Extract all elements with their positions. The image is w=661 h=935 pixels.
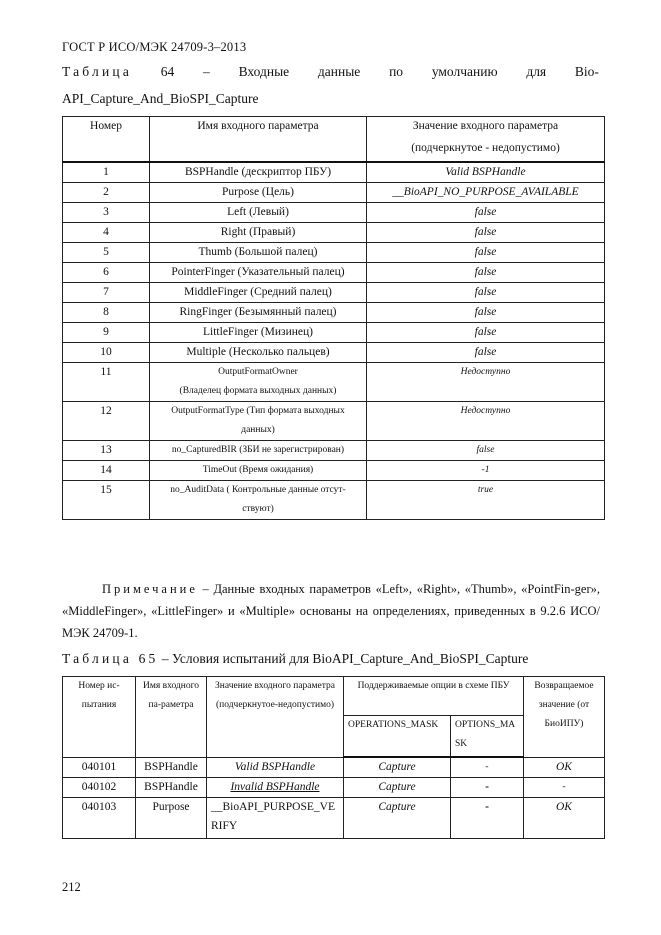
cell-number: 5 bbox=[63, 243, 150, 263]
cell-name: LittleFinger (Мизинец) bbox=[150, 323, 367, 343]
caption-word: данные bbox=[317, 64, 361, 79]
table-row bbox=[63, 283, 605, 303]
header-cell-options: Поддерживаемые опции в схеме ПБУ bbox=[344, 677, 524, 716]
cell-value: Недоступно bbox=[367, 402, 605, 441]
header-cell-options-mask: OPTIONS_MASK bbox=[451, 716, 524, 758]
note-text: – Данные входных параметров «Left», «Right», «Thumb», «PointFin-ger», «MiddleFinger», «LittleFinger» и «Multiple» основаны на определениях, приведенных в 9.2.6 ИСО/МЭК 24709-1. bbox=[62, 582, 600, 640]
cell-number: 1 bbox=[63, 162, 150, 183]
cell-operations: Capture bbox=[344, 778, 451, 798]
caption-word: Таблица bbox=[62, 64, 133, 79]
table-65 bbox=[62, 676, 605, 839]
cell-name: Thumb (Большой палец) bbox=[150, 243, 367, 263]
cell-name: Left (Левый) bbox=[150, 203, 367, 223]
header-value-line2: (подчеркнутое - недопустимо) bbox=[411, 142, 560, 154]
table-row bbox=[63, 778, 605, 798]
cell-value: false bbox=[367, 441, 605, 461]
cell-number: 11 bbox=[63, 363, 150, 402]
cell-number: 13 bbox=[63, 441, 150, 461]
cell-value: false bbox=[367, 223, 605, 243]
table-row bbox=[63, 798, 605, 839]
cell-name-line2: ствуют) bbox=[242, 504, 274, 514]
cell-return: - bbox=[524, 778, 605, 798]
cell-name: TimeOut (Время ожидания) bbox=[150, 461, 367, 481]
cell-number: 9 bbox=[63, 323, 150, 343]
table-row bbox=[63, 402, 605, 441]
caption-word: 64 bbox=[160, 64, 175, 79]
table-row bbox=[63, 481, 605, 520]
table-64-caption bbox=[62, 64, 599, 80]
cell-name bbox=[150, 402, 367, 441]
table-65-caption bbox=[62, 651, 528, 667]
cell-name-line2: данных) bbox=[241, 425, 275, 435]
caption-word: Bio- bbox=[574, 64, 599, 79]
cell-number: 3 bbox=[63, 203, 150, 223]
cell-name-line2: (Владелец формата выходных данных) bbox=[179, 386, 337, 396]
table-row bbox=[63, 757, 605, 778]
cell-operations: Capture bbox=[344, 757, 451, 778]
cell-param-value: __BioAPI_PURPOSE_VERIFY bbox=[207, 798, 344, 839]
note-paragraph bbox=[62, 578, 600, 644]
cell-test-number: 040101 bbox=[63, 757, 136, 778]
cell-value: false bbox=[367, 283, 605, 303]
cell-value: false bbox=[367, 203, 605, 223]
note-lead: Примечание bbox=[102, 582, 198, 596]
cell-name: RingFinger (Безымянный палец) bbox=[150, 303, 367, 323]
cell-number: 12 bbox=[63, 402, 150, 441]
table-row bbox=[63, 263, 605, 283]
table-row bbox=[63, 162, 605, 183]
cell-number: 10 bbox=[63, 343, 150, 363]
caption-word: по bbox=[389, 64, 404, 79]
cell-name-line1: no_AuditData ( Контрольные данные отсут- bbox=[170, 485, 346, 495]
cell-param-name: BSPHandle bbox=[136, 757, 207, 778]
cell-name bbox=[150, 363, 367, 402]
table-row bbox=[63, 183, 605, 203]
caption-rest: – Условия испытаний для BioAPI_Capture_And_BioSPI_Capture bbox=[158, 651, 529, 666]
table-header-row bbox=[63, 677, 605, 716]
header-cell-name: Имя входного параметра bbox=[150, 117, 367, 163]
table-header-row bbox=[63, 117, 605, 163]
cell-param-value: Valid BSPHandle bbox=[207, 757, 344, 778]
caption-word: умолчанию bbox=[431, 64, 498, 79]
table-64 bbox=[62, 116, 605, 520]
cell-number: 6 bbox=[63, 263, 150, 283]
header-cell-value bbox=[367, 117, 605, 163]
cell-number: 2 bbox=[63, 183, 150, 203]
cell-number: 4 bbox=[63, 223, 150, 243]
cell-param-name: Purpose bbox=[136, 798, 207, 839]
cell-options: - bbox=[451, 778, 524, 798]
caption-lead: Таблица 65 bbox=[62, 651, 159, 666]
header-cell-number: Номер bbox=[63, 117, 150, 163]
cell-value: Valid BSPHandle bbox=[367, 162, 605, 183]
cell-name: MiddleFinger (Средний палец) bbox=[150, 283, 367, 303]
cell-name: Purpose (Цель) bbox=[150, 183, 367, 203]
caption-word: для bbox=[526, 64, 547, 79]
cell-name: BSPHandle (дескриптор ПБУ) bbox=[150, 162, 367, 183]
cell-operations: Capture bbox=[344, 798, 451, 839]
cell-return: OK bbox=[524, 757, 605, 778]
page-number: 212 bbox=[62, 880, 81, 894]
cell-test-number: 040102 bbox=[63, 778, 136, 798]
header-cell-return: Возвращаемое значение (от БиоИПУ) bbox=[524, 677, 605, 758]
cell-value: false bbox=[367, 263, 605, 283]
table-row bbox=[63, 343, 605, 363]
cell-number: 7 bbox=[63, 283, 150, 303]
cell-name-line1: OutputFormatType (Тип формата выходных bbox=[171, 406, 345, 416]
cell-name: no_CapturedBIR (ЗБИ не зарегистрирован) bbox=[150, 441, 367, 461]
cell-return: OK bbox=[524, 798, 605, 839]
cell-name bbox=[150, 481, 367, 520]
cell-number: 8 bbox=[63, 303, 150, 323]
header-cell-operations-mask: OPERATIONS_MASK bbox=[344, 716, 451, 758]
table-row bbox=[63, 461, 605, 481]
table-row bbox=[63, 323, 605, 343]
cell-name: Right (Правый) bbox=[150, 223, 367, 243]
header-cell-param-name: Имя входного па-раметра bbox=[136, 677, 207, 758]
cell-value: true bbox=[367, 481, 605, 520]
cell-number: 15 bbox=[63, 481, 150, 520]
table-row bbox=[63, 441, 605, 461]
cell-name: Multiple (Несколько пальцев) bbox=[150, 343, 367, 363]
cell-name-line1: OutputFormatOwner bbox=[218, 367, 298, 377]
table-row bbox=[63, 303, 605, 323]
document-header: ГОСТ Р ИСО/МЭК 24709-3–2013 bbox=[62, 40, 247, 54]
cell-value: -1 bbox=[367, 461, 605, 481]
table-row bbox=[63, 223, 605, 243]
table-64-caption-line2: API_Capture_And_BioSPI_Capture bbox=[62, 91, 259, 106]
cell-value: false bbox=[367, 323, 605, 343]
cell-value: false bbox=[367, 303, 605, 323]
table-row bbox=[63, 203, 605, 223]
cell-value: __BioAPI_NO_PURPOSE_AVAILABLE bbox=[367, 183, 605, 203]
table-row bbox=[63, 243, 605, 263]
header-value-line1: Значение входного параметра bbox=[412, 120, 559, 132]
cell-param-value: Invalid BSPHandle bbox=[207, 778, 344, 798]
cell-options: - bbox=[451, 798, 524, 839]
cell-value: Недоступно bbox=[367, 363, 605, 402]
cell-options: - bbox=[451, 757, 524, 778]
cell-name: PointerFinger (Указательный палец) bbox=[150, 263, 367, 283]
table-row bbox=[63, 363, 605, 402]
cell-value: false bbox=[367, 343, 605, 363]
header-cell-param-value: Значение входного параметра (подчеркнутое-недопустимо) bbox=[207, 677, 344, 758]
cell-value: false bbox=[367, 243, 605, 263]
cell-number: 14 bbox=[63, 461, 150, 481]
cell-param-name: BSPHandle bbox=[136, 778, 207, 798]
header-cell-test-number: Номер ис-пытания bbox=[63, 677, 136, 758]
cell-test-number: 040103 bbox=[63, 798, 136, 839]
caption-word: Входные bbox=[238, 64, 290, 79]
caption-word: – bbox=[203, 64, 210, 79]
